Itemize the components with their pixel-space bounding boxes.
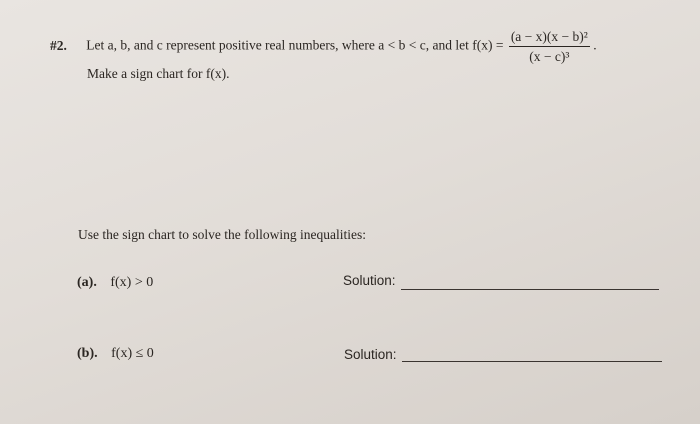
problem-statement	[50, 30, 597, 63]
part-a-answer-line[interactable]	[401, 289, 659, 290]
part-b-answer-line[interactable]	[402, 361, 662, 362]
part-b-inequality: f(x) ≤ 0	[111, 346, 154, 361]
part-a	[77, 275, 153, 291]
fraction-numerator: (a − x)(x − b)²	[509, 30, 590, 47]
instruction-text: Use the sign chart to solve the following inequalities:	[78, 227, 366, 242]
problem-end-period: .	[593, 37, 597, 53]
part-b-solution-label: Solution:	[344, 347, 397, 362]
part-a-solution-label: Solution:	[343, 273, 396, 288]
part-a-label: (a).	[77, 275, 97, 290]
part-b	[77, 346, 154, 362]
fraction-denominator: (x − c)³	[529, 48, 570, 64]
function-fraction	[509, 30, 590, 63]
sign-chart-prompt: Make a sign chart for f(x).	[87, 66, 230, 81]
problem-number: #2.	[50, 37, 67, 53]
part-a-inequality: f(x) > 0	[110, 275, 154, 290]
problem-intro: Let a, b, and c represent positive real numbers, where a < b < c, and let f(x) =	[86, 37, 504, 53]
part-b-label: (b).	[77, 346, 98, 361]
